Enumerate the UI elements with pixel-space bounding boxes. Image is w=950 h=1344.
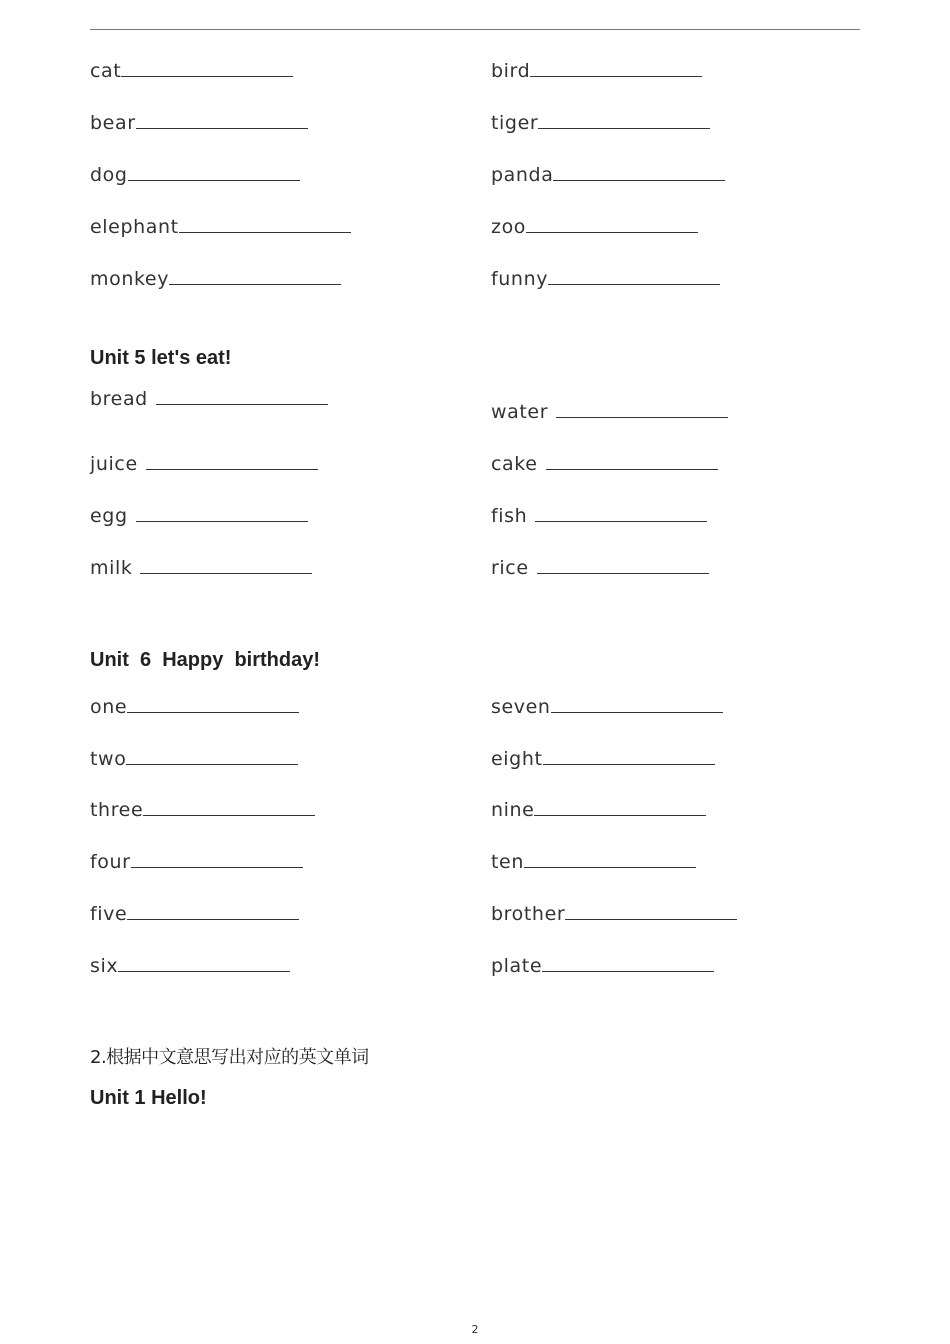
word-row bbox=[90, 162, 300, 187]
answer-blank[interactable] bbox=[546, 451, 718, 470]
word-row bbox=[491, 746, 715, 771]
answer-blank[interactable] bbox=[143, 797, 315, 816]
word-label: panda bbox=[491, 164, 554, 186]
word-label: elephant bbox=[90, 216, 179, 238]
word-label: funny bbox=[491, 268, 549, 290]
answer-blank[interactable] bbox=[126, 746, 298, 765]
word-label: cake bbox=[491, 453, 538, 475]
word-row bbox=[491, 451, 718, 476]
word-row bbox=[90, 746, 298, 771]
word-label: bread bbox=[90, 388, 148, 410]
word-label: tiger bbox=[491, 112, 539, 134]
answer-blank[interactable] bbox=[156, 386, 328, 405]
word-row bbox=[491, 901, 737, 926]
answer-blank[interactable] bbox=[136, 503, 308, 522]
word-label: three bbox=[90, 799, 144, 821]
word-row bbox=[491, 849, 696, 874]
answer-blank[interactable] bbox=[553, 162, 725, 181]
word-row bbox=[90, 555, 312, 580]
word-label: bear bbox=[90, 112, 136, 134]
word-row bbox=[90, 214, 351, 239]
word-row bbox=[491, 266, 720, 291]
word-row bbox=[90, 58, 293, 83]
word-row bbox=[90, 901, 299, 926]
word-row bbox=[491, 503, 707, 528]
word-label: six bbox=[90, 955, 119, 977]
answer-blank[interactable] bbox=[131, 849, 303, 868]
page-number: 2 bbox=[471, 1323, 479, 1336]
top-divider bbox=[90, 29, 860, 30]
word-row bbox=[491, 399, 728, 424]
answer-blank[interactable] bbox=[179, 214, 351, 233]
answer-blank[interactable] bbox=[535, 503, 707, 522]
word-label: one bbox=[90, 696, 128, 718]
answer-blank[interactable] bbox=[146, 451, 318, 470]
answer-blank[interactable] bbox=[128, 162, 300, 181]
word-label: monkey bbox=[90, 268, 170, 290]
word-label: rice bbox=[491, 557, 529, 579]
unit5-heading: Unit 5 let's eat! bbox=[90, 347, 232, 369]
answer-blank[interactable] bbox=[551, 694, 723, 713]
answer-blank[interactable] bbox=[556, 399, 728, 418]
word-label: zoo bbox=[491, 216, 527, 238]
word-row bbox=[491, 797, 706, 822]
unit1-heading: Unit 1 Hello! bbox=[90, 1087, 207, 1109]
answer-blank[interactable] bbox=[526, 214, 698, 233]
answer-blank[interactable] bbox=[548, 266, 720, 285]
answer-blank[interactable] bbox=[543, 746, 715, 765]
word-row bbox=[90, 386, 328, 411]
word-label: plate bbox=[491, 955, 543, 977]
answer-blank[interactable] bbox=[542, 953, 714, 972]
word-row bbox=[491, 694, 723, 719]
word-row bbox=[491, 162, 725, 187]
word-row bbox=[90, 451, 318, 476]
word-row bbox=[491, 110, 710, 135]
word-label: water bbox=[491, 401, 549, 423]
word-label: ten bbox=[491, 851, 524, 873]
word-label: four bbox=[90, 851, 131, 873]
answer-blank[interactable] bbox=[140, 555, 312, 574]
word-label: dog bbox=[90, 164, 128, 186]
word-row bbox=[90, 266, 341, 291]
answer-blank[interactable] bbox=[530, 58, 702, 77]
word-row bbox=[90, 503, 308, 528]
word-label: nine bbox=[491, 799, 535, 821]
answer-blank[interactable] bbox=[127, 694, 299, 713]
word-label: bird bbox=[491, 60, 531, 82]
word-row bbox=[491, 214, 698, 239]
word-label: juice bbox=[90, 453, 138, 475]
word-row bbox=[90, 694, 299, 719]
word-row bbox=[491, 58, 702, 83]
word-label: fish bbox=[491, 505, 528, 527]
answer-blank[interactable] bbox=[118, 953, 290, 972]
word-row bbox=[491, 953, 714, 978]
word-label: two bbox=[90, 748, 127, 770]
word-row bbox=[90, 953, 290, 978]
word-label: eight bbox=[491, 748, 543, 770]
word-label: milk bbox=[90, 557, 133, 579]
answer-blank[interactable] bbox=[121, 58, 293, 77]
word-label: egg bbox=[90, 505, 128, 527]
unit6-heading: Unit 6 Happy birthday! bbox=[90, 649, 321, 671]
word-row bbox=[90, 110, 308, 135]
answer-blank[interactable] bbox=[538, 110, 710, 129]
answer-blank[interactable] bbox=[169, 266, 341, 285]
answer-blank[interactable] bbox=[534, 797, 706, 816]
word-label: brother bbox=[491, 903, 566, 925]
word-row bbox=[491, 555, 709, 580]
word-label: cat bbox=[90, 60, 122, 82]
part2-instruction: 2.根据中文意思写出对应的英文单词 bbox=[90, 1047, 369, 1068]
answer-blank[interactable] bbox=[127, 901, 299, 920]
word-label: five bbox=[90, 903, 128, 925]
word-row bbox=[90, 797, 315, 822]
word-label: seven bbox=[491, 696, 551, 718]
word-row bbox=[90, 849, 303, 874]
answer-blank[interactable] bbox=[136, 110, 308, 129]
answer-blank[interactable] bbox=[537, 555, 709, 574]
answer-blank[interactable] bbox=[565, 901, 737, 920]
answer-blank[interactable] bbox=[524, 849, 696, 868]
